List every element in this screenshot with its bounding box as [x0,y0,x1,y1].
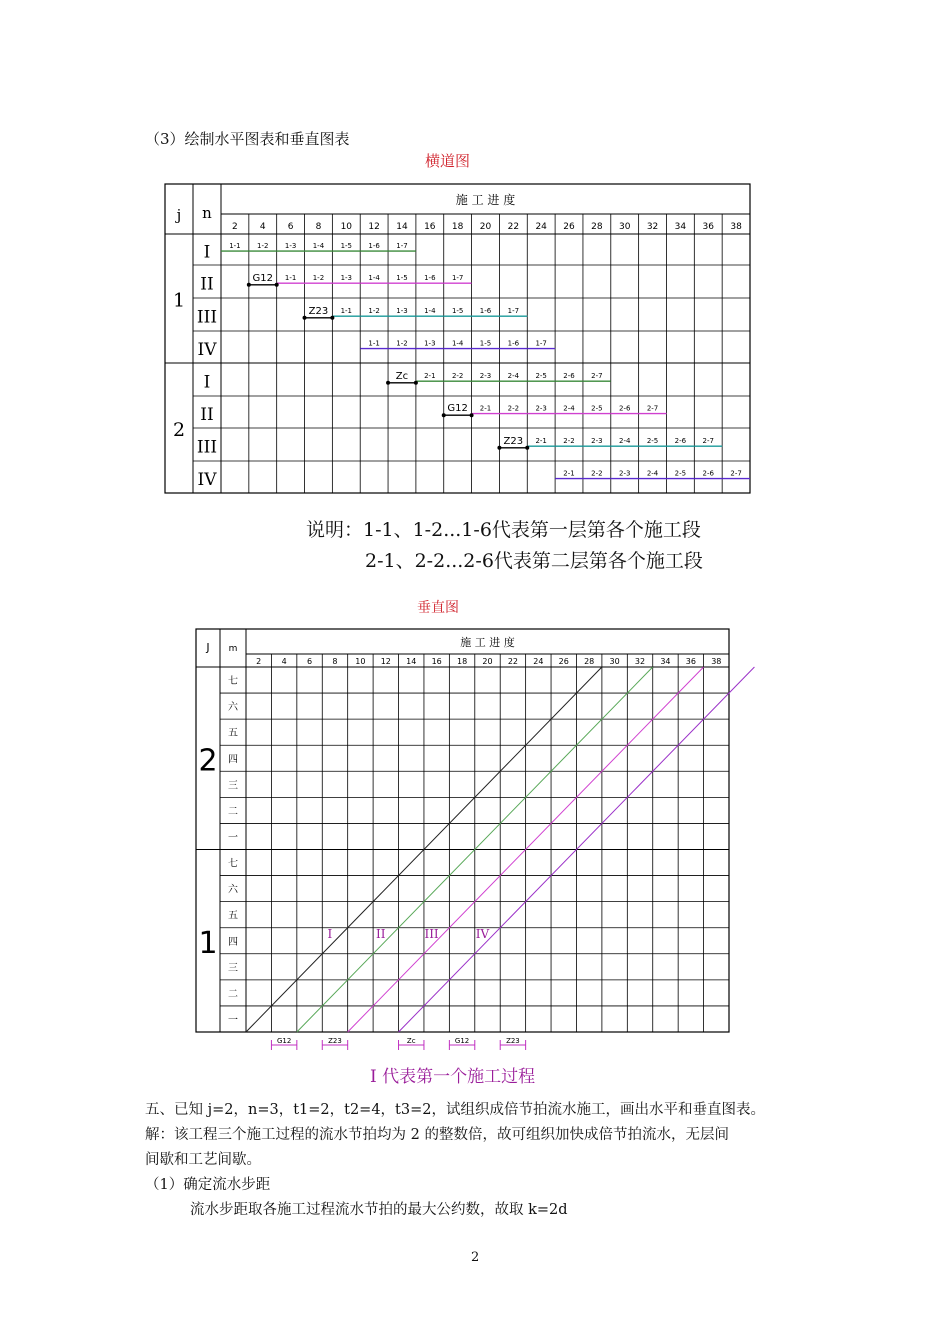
hchart-bar-label: 1-1 [284,274,297,283]
hchart-bar-label: 2-3 [535,404,547,413]
vchart-segment-label: 三 [228,962,238,974]
hchart-progress-header: 施 工 进 度 [455,193,516,207]
hchart-tick-label: 10 [340,222,353,232]
hchart-tick-label: 26 [563,222,575,232]
vchart-segment-label: 三 [228,780,238,792]
hchart-gap-label: G12 [252,272,274,284]
hchart-bar-label: 1-1 [368,339,380,348]
vchart-segment-label: 五 [228,728,238,740]
vchart-process-label: III [424,927,439,942]
vchart-process-label: IV [475,927,490,942]
vchart-tick-label: 36 [685,657,696,666]
hchart-bar-label: 2-4 [618,437,631,446]
hchart-bar-label: 2-1 [479,404,492,413]
problem-line-2: 解：该工程三个施工过程的流水节拍均为 2 的整数倍，故可组织加快成倍节拍流水，无层间 [145,1127,729,1143]
hchart-bar-label: 1-3 [424,339,436,348]
hchart-bar-label: 1-5 [340,242,353,251]
hchart-gap-label: Z23 [308,305,329,317]
hchart-bar-label: 1-5 [479,339,492,348]
vchart-segment-label: 一 [228,832,238,844]
vchart-tick-label: 8 [332,657,338,666]
vchart-process-label: II [375,927,386,942]
hchart-bar-label: 1-1 [229,242,241,251]
vchart-m-header: m [228,644,238,654]
hchart-bar-label: 2-5 [646,437,659,446]
vchart-tick-label: 16 [431,657,442,666]
hchart-tick-label: 2 [232,222,238,232]
hchart-bar-label: 2-2 [507,404,520,413]
hchart-tick-label: 16 [424,222,436,232]
vchart-segment-label: 四 [228,936,238,948]
hchart-bar-label: 1-2 [396,339,408,348]
hchart-bar-label: 1-5 [451,307,464,316]
hchart-bar-label: 2-6 [674,437,687,446]
hchart-bar-label: 1-4 [368,274,380,283]
hchart-tick-label: 36 [702,222,714,232]
vchart-segment-label: 二 [228,988,238,1000]
horizontal-chart-title: 横道图 [425,152,471,170]
hchart-tick-label: 20 [479,222,492,232]
hchart-bar-label: 2-4 [507,372,520,381]
vchart-layer-label: 2 [198,743,218,779]
hchart-layer-label: 2 [172,419,186,441]
hchart-tick-label: 14 [396,222,408,232]
vchart-layer-label: 1 [198,925,218,961]
step-1-text: 流水步距取各施工过程流水节拍的最大公约数，故取 k=2d [190,1202,568,1218]
hchart-bar-label: 1-3 [340,274,353,283]
vchart-segment-label: 二 [228,806,238,818]
hchart-gap-label: Zc [395,370,409,382]
hchart-process-label: I [203,242,211,263]
hchart-bar-label: 2-4 [563,404,575,413]
vchart-tick-label: 4 [281,657,287,666]
hchart-bar-label: 2-3 [479,372,492,381]
hchart-bar-label: 1-2 [312,274,325,283]
hchart-process-label: III [196,307,218,328]
hchart-bar-label: 2-2 [563,437,575,446]
problem-line-3: 间歇和工艺间歇。 [145,1152,261,1168]
hchart-bar-label: 1-7 [396,242,408,251]
hchart-bar-label: 1-4 [451,339,464,348]
hchart-tick-label: 18 [451,222,464,232]
vchart-gap-marker-label: Zc [406,1037,416,1045]
hchart-bar-label: 1-7 [535,339,547,348]
vchart-process-label: I [327,927,333,942]
hchart-tick-label: 22 [507,222,520,232]
hchart-bar-label: 2-5 [535,372,547,381]
hchart-gap-label: G12 [447,403,468,415]
vchart-tick-label: 34 [660,657,671,666]
hchart-bar-label: 2-2 [451,372,464,381]
vchart-gap-marker-label: G12 [454,1037,470,1045]
vchart-tick-label: 32 [634,657,646,666]
vchart-segment-label: 六 [228,702,238,714]
hchart-bar-label: 1-6 [424,274,436,283]
vchart-segment-label: 一 [228,1014,238,1026]
hchart-bar-label: 1-4 [312,242,325,251]
vchart-tick-label: 24 [533,657,544,666]
page-number: 2 [471,1250,480,1265]
hchart-bar-label: 1-4 [424,307,436,316]
hchart-bar-label: 1-6 [368,242,380,251]
vchart-segment-label: 七 [228,676,238,688]
hchart-bar-label: 1-2 [368,307,380,316]
hchart-bar-label: 2-6 [618,404,631,413]
vchart-j-header: J [206,641,210,654]
hchart-tick-label: 4 [259,222,266,232]
vchart-gap-marker-label: Z23 [328,1037,342,1045]
hchart-bar-label: 1-6 [507,339,520,348]
hchart-bar-label: 2-1 [535,437,547,446]
hchart-bar-label: 1-3 [284,242,297,251]
problem-line-1: 五、已知 j=2，n=3，t1=2，t2=4，t3=2，试组织成倍节拍流水施工，画出水平和垂直图表。 [145,1102,765,1118]
vchart-gap-marker-label: G12 [276,1037,292,1045]
hchart-bar-label: 2-2 [591,469,603,478]
hchart-bar-label: 2-3 [591,437,603,446]
hchart-bar-label: 2-3 [618,469,631,478]
hchart-bar-label: 1-3 [396,307,408,316]
vchart-segment-label: 六 [228,884,238,896]
hchart-bar-label: 2-7 [730,469,742,478]
hchart-j-header: j [176,206,182,224]
vchart-segment-label: 四 [228,754,238,766]
hchart-tick-label: 28 [591,222,603,232]
vchart-tick-label: 14 [406,657,417,666]
section-heading: （3）绘制水平图表和垂直图表 [145,130,350,148]
hchart-bar-label: 2-7 [591,372,603,381]
vchart-tick-label: 30 [609,657,620,666]
hchart-bar-label: 2-7 [702,437,714,446]
hchart-bar-label: 2-4 [646,469,659,478]
vchart-tick-label: 10 [355,657,366,666]
hchart-process-label: IV [197,340,217,360]
hchart-tick-label: 6 [287,222,294,232]
hchart-bar-label: 2-7 [646,404,659,413]
hchart-process-label: II [200,405,214,425]
vchart-progress-header: 施 工 进 度 [460,636,515,649]
hchart-tick-label: 32 [646,222,659,232]
hchart-tick-label: 34 [674,222,687,232]
hchart-bar-label: 2-1 [563,469,575,478]
hchart-bar-label: 1-1 [340,307,353,316]
hchart-bar-label: 1-2 [257,242,269,251]
vchart-tick-label: 28 [584,657,595,666]
hchart-bar-label: 2-1 [424,372,436,381]
hchart-bar-label: 2-6 [563,372,575,381]
vertical-chart-title: 垂直图 [417,600,459,616]
hchart-gap-label: Z23 [503,435,524,447]
note-line-1: 说明：1-1、1-2...1-6代表第一层第各个施工段 [306,519,701,541]
hchart-process-label: I [203,372,211,393]
hchart-tick-label: 30 [618,222,631,232]
vchart-tick-label: 38 [711,657,722,666]
vchart-frame [196,629,729,1032]
hchart-bar-label: 2-5 [674,469,687,478]
vchart-tick-label: 2 [256,657,262,666]
vchart-tick-label: 22 [507,657,519,666]
vchart-segment-label: 七 [228,858,238,870]
hchart-bar-label: 2-5 [591,404,603,413]
hchart-tick-label: 38 [730,222,742,232]
vchart-tick-label: 20 [482,657,493,666]
vertical-chart-legend: I 代表第一个施工过程 [370,1067,536,1087]
vchart-segment-label: 五 [228,910,238,922]
hchart-n-header: n [202,204,212,222]
hchart-bar-label: 1-7 [507,307,520,316]
step-1-heading: （1）确定流水步距 [145,1177,271,1193]
vchart-tick-label: 12 [380,657,391,666]
hchart-process-label: III [196,437,218,458]
hchart-bar-label: 1-5 [396,274,408,283]
hchart-bar-label: 1-6 [479,307,492,316]
note-line-2: 2-1、2-2...2-6代表第二层第各个施工段 [365,550,703,572]
hchart-tick-label: 24 [535,222,547,232]
vchart-gap-marker-label: Z23 [506,1037,520,1045]
hchart-tick-label: 8 [315,222,322,232]
hchart-layer-label: 1 [172,289,186,312]
hchart-process-label: IV [197,470,217,490]
vchart-tick-label: 18 [456,657,468,666]
hchart-bar-label: 1-7 [451,274,464,283]
vchart-tick-label: 6 [307,657,313,666]
hchart-bar-label: 2-6 [702,469,714,478]
vchart-tick-label: 26 [558,657,569,666]
hchart-tick-label: 12 [368,222,380,232]
hchart-process-label: II [200,274,214,295]
